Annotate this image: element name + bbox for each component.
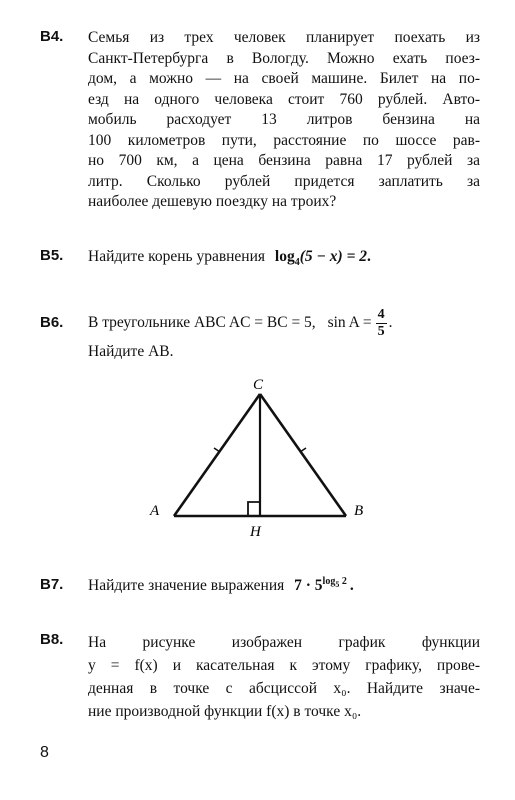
text-line: Санкт-Петербурга в Вологду. Можно ехать поез- [88,49,480,67]
problem-b7 [40,576,480,597]
problem-question: Найдите AB. [88,343,174,360]
problem-text [88,28,480,213]
label-b: B [354,503,364,519]
problem-text: Найдите корень уравнения [88,248,266,265]
text-line: мобиль расходует 13 литров бензина на [88,111,480,128]
side-ac [174,394,260,516]
problem-number: B4. [40,28,64,45]
problem-b6 [40,306,480,363]
problem-text: В треугольнике ABC AC = BC = 5, [88,314,316,331]
equation: $\log_4(5 - x) = 2$. [274,248,371,269]
triangle-figure [140,372,380,542]
problem-number: B6. [40,314,64,331]
right-angle-mark [248,502,260,516]
fraction: $\frac{4}{5}$ [377,306,385,339]
text-line: дом, а можно — на своей машине. Билет на по- [88,70,480,87]
text-line: денная в точке с абсциссой x₀. Найдите значе- [88,680,480,697]
problem-b4 [40,28,480,213]
text-line: На рисунке изображен график функции [88,634,480,651]
text-line: 100 километров пути, расстояние по шоссе рав- [88,131,480,149]
label-h: H [250,524,261,540]
text-line: Семья из трех человек планирует поехать из [88,29,480,46]
problem-text [88,631,480,723]
page-number: 8 [40,744,49,761]
label-c: C [253,377,264,393]
text-line: езд на одного человека стоит 760 рублей. Авто- [88,90,480,108]
text-line: но 700 км, а цена бензина равна 17 рублей за [88,152,480,169]
problem-b5 [40,247,480,268]
text-line: ние производной функции f(x) в точке x₀. [88,703,362,720]
problem-number: B8. [40,631,64,648]
text-line: литр. Сколько рублей придется заплатить за [88,172,480,190]
problem-b8 [40,631,480,723]
problem-text: Найдите значение выражения [88,577,285,594]
sine-equation: sin A = $\frac{4}{5}$ . [327,306,393,339]
problem-number: B7. [40,576,64,593]
text-line: наиболее дешевую поездку на троих? [88,193,337,210]
label-a: A [150,503,160,519]
side-bc [260,394,346,516]
problem-number: B5. [40,247,64,264]
text-line: y = f(x) и касательная к этому графику, прове- [88,657,480,674]
expression: $7 \cdot 5^{log_5 2}$ . [294,575,354,594]
